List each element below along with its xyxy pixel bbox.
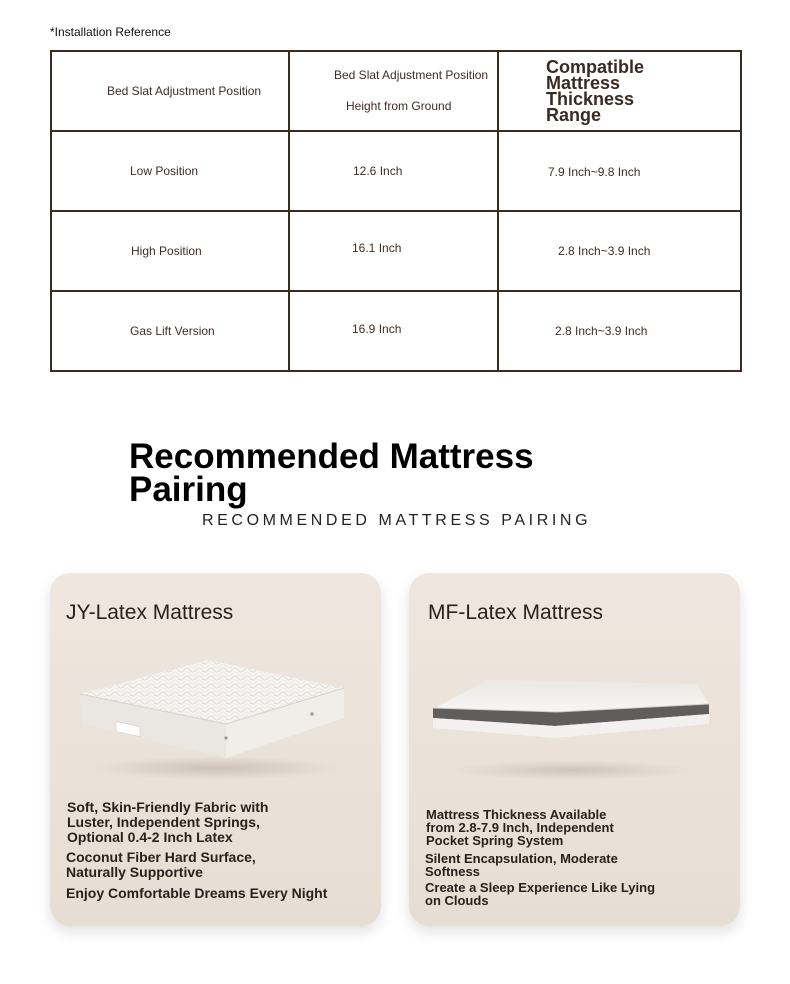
header-range-line: Thickness	[546, 89, 635, 109]
header-position-label: Bed Slat Adjustment Position	[107, 84, 262, 98]
header-cell-range	[498, 51, 741, 131]
header-range-line: Range	[546, 105, 602, 125]
installation-spec-table	[50, 50, 742, 372]
table-cell	[289, 131, 498, 211]
product-card-jy-latex[interactable]	[50, 573, 381, 926]
table-row	[51, 131, 741, 211]
section-title-line2: Pairing	[129, 470, 248, 509]
height-value: 16.9 Inch	[352, 322, 402, 336]
section-title	[129, 437, 534, 509]
installation-reference-label: *Installation Reference	[50, 25, 171, 39]
jy-latex-mattress-image	[76, 658, 351, 783]
feature-text: Create a Sleep Experience Like Lying on Clouds	[425, 880, 656, 908]
table-cell	[289, 291, 498, 371]
product-title: JY-Latex Mattress	[66, 601, 234, 624]
section-title-line1: Recommended Mattress	[129, 437, 534, 476]
product-title: MF-Latex Mattress	[428, 601, 604, 624]
section-subtitle: RECOMMENDED MATTRESS PAIRING	[202, 512, 592, 529]
header-range-line: Mattress	[546, 73, 621, 93]
table-cell	[289, 211, 498, 291]
table-row	[51, 211, 741, 291]
header-cell-height	[289, 51, 498, 131]
product-card-mf-latex[interactable]	[409, 573, 740, 926]
range-value: 2.8 Inch~3.9 Inch	[555, 324, 648, 338]
height-value: 16.1 Inch	[352, 241, 402, 255]
table-cell	[498, 131, 741, 211]
position-value: High Position	[131, 244, 202, 258]
table-cell	[51, 291, 289, 371]
table-cell	[51, 131, 289, 211]
table-cell	[498, 211, 741, 291]
range-value: 2.8 Inch~3.9 Inch	[558, 244, 651, 258]
feature-text: Mattress Thickness Available from 2.8-7.9 Inch, Independent Pocket Spring System	[426, 807, 614, 848]
range-value: 7.9 Inch~9.8 Inch	[548, 165, 641, 179]
header-height-line2: Height from Ground	[346, 99, 452, 113]
table-cell	[51, 211, 289, 291]
height-value: 12.6 Inch	[353, 164, 403, 178]
position-value: Low Position	[130, 164, 199, 178]
position-value: Gas Lift Version	[130, 324, 215, 338]
feature-text: Coconut Fiber Hard Surface, Naturally Supportive	[66, 849, 256, 880]
table-header-row	[51, 51, 741, 131]
table-cell	[498, 291, 741, 371]
feature-text: Silent Encapsulation, Moderate Softness	[425, 851, 618, 879]
feature-text: Soft, Skin-Friendly Fabric with Luster, Independent Springs, Optional 0.4-2 Inch Latex	[67, 799, 269, 845]
mf-latex-mattress-image	[427, 678, 717, 788]
feature-text: Enjoy Comfortable Dreams Every Night	[66, 885, 328, 901]
header-range-line: Compatible	[546, 57, 645, 77]
table-row	[51, 291, 741, 371]
header-height-line1: Bed Slat Adjustment Position	[334, 68, 489, 82]
header-cell-position	[51, 51, 289, 131]
